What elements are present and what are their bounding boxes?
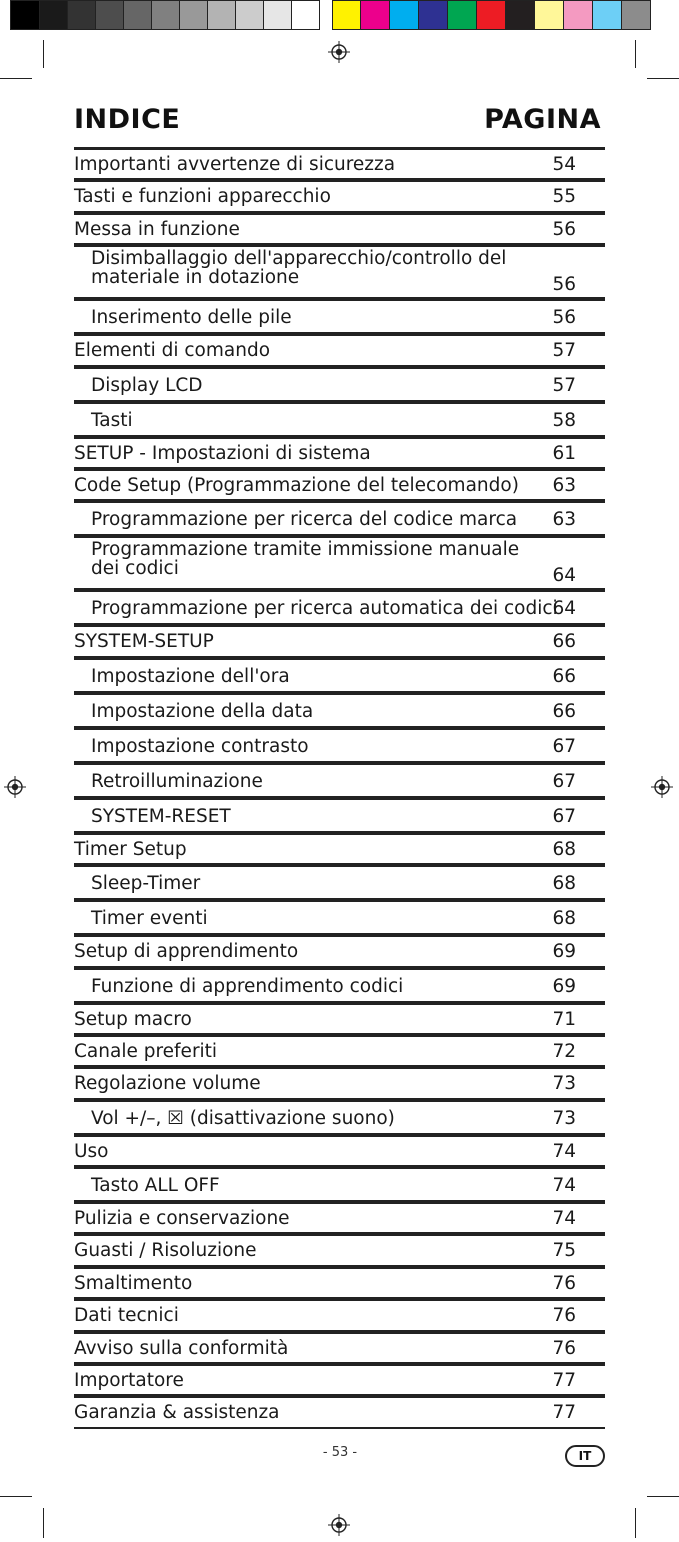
toc-entry-page: 57 [552, 340, 576, 362]
gray-swatch [124, 0, 152, 30]
toc-subentry[interactable] [74, 500, 605, 535]
toc-entry-label: Dati tecnici [74, 1305, 179, 1327]
toc-entry-label: Timer eventi [91, 908, 208, 930]
toc-subentry[interactable] [74, 762, 605, 797]
toc-entry-page: 63 [552, 474, 576, 496]
toc-entry-label: Uso [74, 1140, 109, 1162]
process-color-swatch [419, 0, 448, 30]
toc-bottom-rule [74, 1428, 605, 1429]
toc-entry-page: 56 [552, 307, 576, 329]
toc-subentry[interactable] [74, 727, 605, 762]
toc-entry-page: 56 [552, 274, 576, 296]
toc-subentry[interactable] [74, 657, 605, 692]
toc-entry[interactable] [74, 1034, 605, 1066]
toc-entry[interactable] [74, 436, 605, 468]
toc-subentry[interactable] [74, 967, 605, 1002]
toc-entry-label: Timer Setup [74, 838, 187, 860]
toc-entry-page: 61 [552, 442, 576, 464]
process-color-swatch [535, 0, 564, 30]
toc-entry-label: Messa in funzione [74, 218, 240, 240]
toc-entry-page: 74 [552, 1140, 576, 1162]
toc-entry-page: 68 [552, 873, 576, 895]
crop-mark [43, 1508, 44, 1538]
toc-subentry[interactable] [74, 692, 605, 727]
toc-entry-label: Programmazione per ricerca del codice marca [91, 509, 518, 531]
toc-entry-page: 64 [552, 565, 576, 587]
toc-entry-label: Pulizia e conservazione [74, 1208, 290, 1230]
gray-swatch [180, 0, 208, 30]
toc-entry-label: Importatore [74, 1370, 184, 1392]
toc-entry-label: Tasto ALL OFF [91, 1175, 220, 1197]
process-color-swatch [361, 0, 390, 30]
toc-entry-label: Display LCD [91, 374, 203, 396]
toc-entry[interactable] [74, 212, 605, 244]
toc-subentry[interactable] [74, 797, 605, 832]
crop-mark [647, 1496, 679, 1497]
toc-entry-page: 74 [552, 1175, 576, 1197]
gray-swatch [292, 0, 320, 30]
toc-entry-label: Funzione di apprendimento codici [91, 975, 404, 997]
toc-entry-page: 55 [552, 186, 576, 208]
toc-subentry[interactable] [74, 864, 605, 899]
toc-entry-label-continued: materiale in dotazione [91, 267, 300, 289]
toc-entry-label: Setup di apprendimento [74, 941, 299, 963]
toc-entry-page: 68 [552, 908, 576, 930]
toc-entry-label: Programmazione tramite immissione manuale [91, 539, 520, 561]
toc-subentry[interactable] [74, 401, 605, 436]
toc-entry-page: 67 [552, 805, 576, 827]
toc-entry-page: 76 [552, 1305, 576, 1327]
toc-entry-label: Elementi di comando [74, 340, 271, 362]
toc-entry-label: Code Setup (Programmazione del telecomando) [74, 474, 519, 496]
toc-entry-label: Retroilluminazione [91, 770, 263, 792]
toc-entry[interactable] [74, 1134, 605, 1166]
toc-subentry[interactable] [74, 535, 605, 589]
process-color-swatch [332, 0, 361, 30]
process-color-swatch [448, 0, 477, 30]
toc-entry-label: Smaltimento [74, 1272, 193, 1294]
toc-entry-label: Impostazione dell'ora [91, 665, 290, 687]
toc-heading [74, 104, 601, 144]
toc-entry-label: Tasti [91, 409, 133, 431]
gray-swatch [208, 0, 236, 30]
toc-entry-page: 66 [552, 700, 576, 722]
gray-swatch [10, 0, 40, 30]
toc-entry[interactable] [74, 1395, 605, 1427]
gray-swatch [264, 0, 292, 30]
toc-entry-label: Inserimento delle pile [91, 307, 292, 329]
toc-entry-page: 57 [552, 374, 576, 396]
language-badge: IT [565, 1445, 605, 1467]
toc-entry-label: Sleep-Timer [91, 873, 201, 895]
page-column-title: PAGINA [484, 104, 601, 135]
toc-entry-page: 75 [552, 1240, 576, 1262]
crop-mark [635, 1508, 636, 1538]
toc-entry-page: 67 [552, 735, 576, 757]
toc-entry[interactable] [74, 179, 605, 211]
toc-entry-label: Canale preferiti [74, 1040, 218, 1062]
page-number: - 53 - [322, 1445, 358, 1460]
crop-mark [0, 1496, 32, 1497]
toc-subentry[interactable] [74, 589, 605, 624]
toc-entry-label: Vol +/–, ☒ (disattivazione suono) [91, 1107, 395, 1129]
toc-entry[interactable] [74, 333, 605, 365]
gray-swatch [96, 0, 124, 30]
process-color-swatch [390, 0, 419, 30]
toc-entry-page: 77 [552, 1402, 576, 1424]
toc-entry-label: SETUP - Impostazioni di sistema [74, 442, 371, 464]
gray-swatch [68, 0, 96, 30]
toc-entry[interactable] [74, 1266, 605, 1298]
printer-color-bar [10, 0, 651, 32]
registration-mark-icon [328, 41, 350, 63]
toc-entry-label: Guasti / Risoluzione [74, 1240, 257, 1262]
toc-entry[interactable] [74, 1201, 605, 1233]
table-of-contents [74, 147, 605, 1429]
toc-entry[interactable] [74, 934, 605, 966]
toc-subentry[interactable] [74, 1099, 605, 1134]
toc-entry-page: 72 [552, 1040, 576, 1062]
toc-subentry[interactable] [74, 899, 605, 934]
toc-entry-label: SYSTEM-SETUP [74, 631, 214, 653]
toc-entry-label: Impostazione della data [91, 700, 314, 722]
toc-entry-page: 66 [552, 665, 576, 687]
toc-entry[interactable] [74, 1233, 605, 1265]
toc-entry-page: 63 [552, 509, 576, 531]
toc-entry-page: 66 [552, 631, 576, 653]
toc-entry-page: 54 [552, 154, 576, 175]
toc-entry-page: 64 [552, 598, 576, 620]
gray-swatch [40, 0, 68, 30]
toc-entry-page: 69 [552, 941, 576, 963]
index-title: INDICE [74, 104, 181, 135]
process-color-swatch [477, 0, 506, 30]
gray-swatch [152, 0, 180, 30]
registration-mark-icon [328, 1514, 350, 1536]
toc-entry-label: Importanti avvertenze di sicurezza [74, 154, 396, 175]
toc-entry[interactable] [74, 1331, 605, 1363]
crop-mark [0, 78, 32, 79]
toc-entry[interactable] [74, 468, 605, 500]
process-color-swatch [506, 0, 535, 30]
process-color-swatch [564, 0, 593, 30]
toc-entry[interactable] [74, 832, 605, 864]
process-color-swatch [593, 0, 622, 30]
registration-mark-icon [4, 776, 26, 798]
toc-entry-page: 67 [552, 770, 576, 792]
crop-mark [635, 40, 636, 68]
toc-entry-label: Regolazione volume [74, 1073, 261, 1095]
toc-entry-page: 77 [552, 1370, 576, 1392]
toc-entry[interactable] [74, 1298, 605, 1330]
toc-entry-page: 69 [552, 975, 576, 997]
crop-mark [43, 40, 44, 68]
toc-entry-label: Programmazione per ricerca automatica dei codici [91, 598, 558, 620]
toc-entry-page: 71 [552, 1008, 576, 1030]
toc-entry-label: Impostazione contrasto [91, 735, 309, 757]
process-color-swatch [622, 0, 651, 30]
toc-entry[interactable] [74, 624, 605, 656]
registration-mark-icon [651, 776, 673, 798]
toc-entry-page: 58 [552, 409, 576, 431]
gray-swatch [236, 0, 264, 30]
toc-entry-label: Disimballaggio dell'apparecchio/controllo del [91, 248, 507, 270]
toc-entry[interactable] [74, 1066, 605, 1098]
toc-entry-page: 73 [552, 1073, 576, 1095]
crop-mark [647, 78, 679, 79]
toc-entry[interactable] [74, 147, 605, 179]
toc-entry-page: 73 [552, 1107, 576, 1129]
toc-entry-page: 76 [552, 1337, 576, 1359]
toc-subentry[interactable] [74, 244, 605, 298]
toc-entry-label: Tasti e funzioni apparecchio [74, 186, 331, 208]
toc-subentry[interactable] [74, 1166, 605, 1201]
toc-entry[interactable] [74, 1363, 605, 1395]
toc-entry-label: Avviso sulla conformità [74, 1337, 289, 1359]
toc-entry[interactable] [74, 1002, 605, 1034]
toc-entry-label: SYSTEM-RESET [91, 805, 231, 827]
toc-entry-label: Garanzia & assistenza [74, 1402, 280, 1424]
toc-entry-page: 74 [552, 1208, 576, 1230]
toc-entry-label-continued: dei codici [91, 558, 179, 580]
toc-subentry[interactable] [74, 366, 605, 401]
toc-entry-label: Setup macro [74, 1008, 192, 1030]
toc-entry-page: 56 [552, 218, 576, 240]
toc-entry-page: 68 [552, 838, 576, 860]
toc-entry-page: 76 [552, 1272, 576, 1294]
toc-subentry[interactable] [74, 298, 605, 333]
